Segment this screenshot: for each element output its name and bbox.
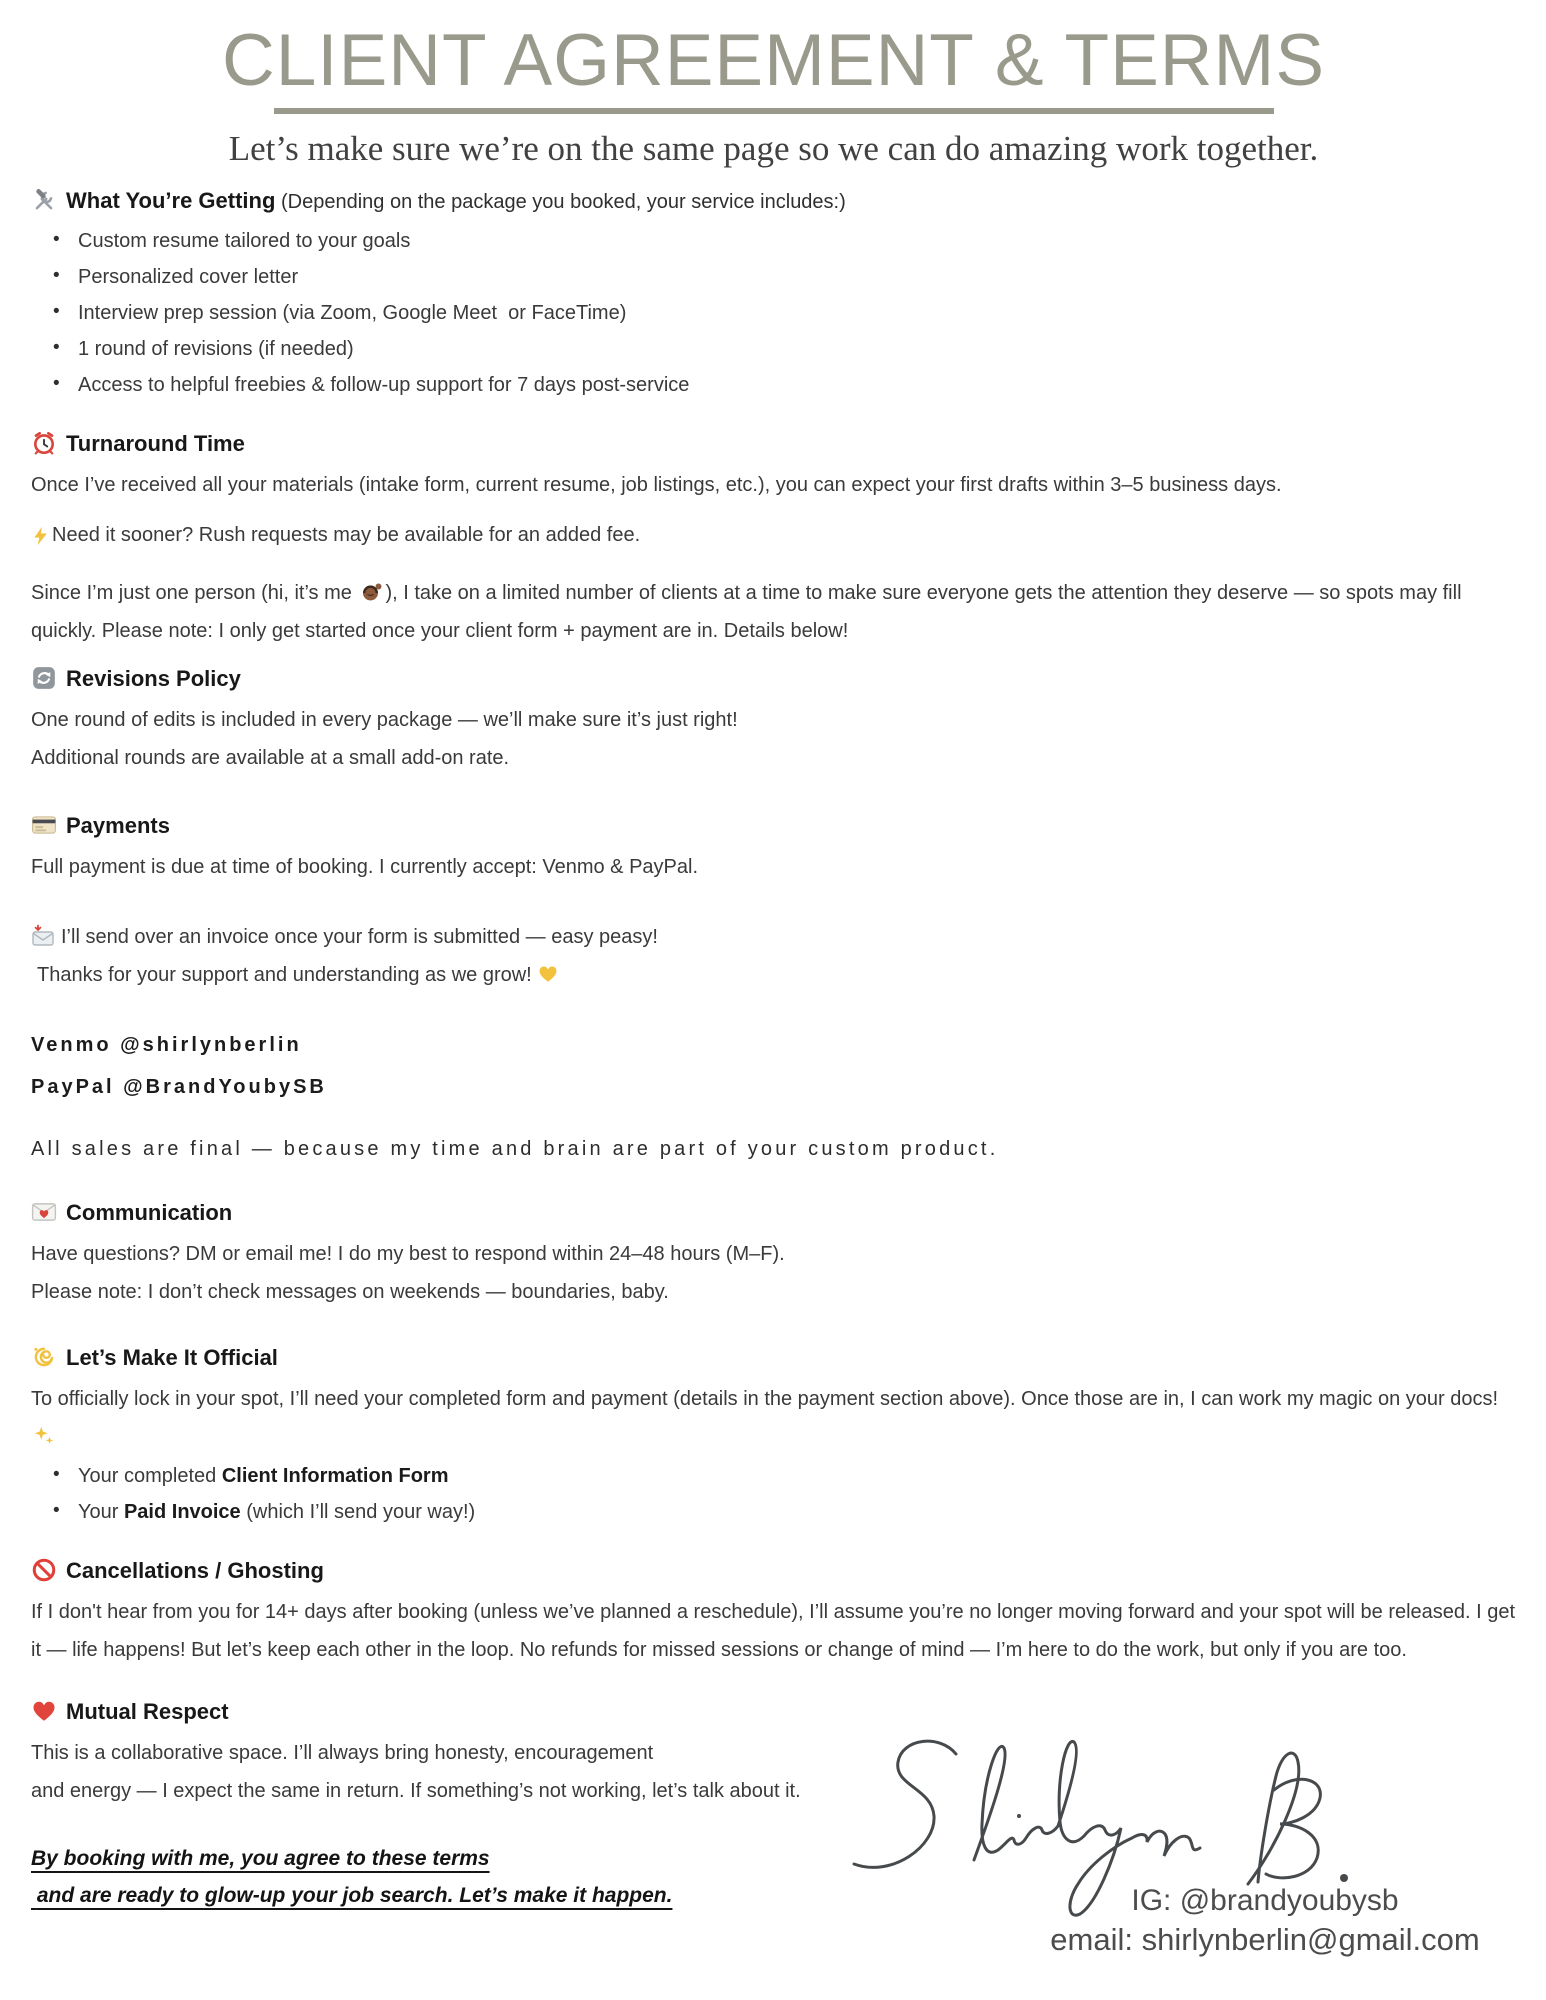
section-heading	[31, 664, 1516, 695]
all-sales-final-note: All sales are final — because my time and brain are part of your custom product.	[31, 1138, 999, 1161]
item-text: (which I’ll send your way!)	[240, 1501, 476, 1524]
title-underline	[274, 108, 1274, 114]
thanks-text: Thanks for your support and understanding as we grow!	[37, 964, 532, 987]
list-item: • 1 round of revisions (if needed)	[31, 331, 1516, 367]
communication-paragraph-1: Have questions? DM or email me! I do my best to respond within 24–48 hours (M–F).	[31, 1243, 785, 1266]
page-title: CLIENT AGREEMENT & TERMS	[221, 20, 1326, 101]
section-title: Mutual Respect	[66, 1699, 229, 1725]
item-bold-text: Client Information Form	[221, 1465, 449, 1488]
section-title: Communication	[66, 1200, 233, 1226]
agreement-line-1: By booking with me, you agree to these terms	[31, 1847, 490, 1871]
section-heading	[31, 1343, 1516, 1374]
raising-hand-icon	[359, 580, 383, 604]
item-text: Your	[78, 1501, 124, 1524]
invoice-text: I’ll send over an invoice once your form is submitted — easy peasy!	[61, 926, 658, 949]
section-lets-make-it-official	[31, 1343, 1516, 1530]
rush-text: Need it sooner? Rush requests may be available for an added fee.	[52, 524, 641, 547]
rush-paragraph	[31, 516, 1516, 554]
credit-card-icon	[31, 812, 57, 838]
thanks-paragraph	[31, 956, 1516, 994]
services-list	[31, 223, 1516, 403]
section-title: Let’s Make It Official	[66, 1345, 278, 1371]
section-title: Turnaround Time	[66, 431, 245, 457]
item-bold-text: Paid Invoice	[123, 1501, 241, 1524]
respect-paragraph-1: This is a collaborative space. I’ll always bring honesty, encouragement	[31, 1742, 654, 1765]
list-item	[31, 1494, 1516, 1530]
incoming-envelope-icon	[31, 924, 55, 948]
communication-paragraph-2: Please note: I don’t check messages on weekends — boundaries, baby.	[31, 1281, 669, 1304]
list-item: • Access to helpful freebies & follow-up support for 7 days post-service	[31, 367, 1516, 403]
item-text: Your completed	[78, 1465, 222, 1488]
solo-text-1: Since I’m just one person (hi, it’s me	[31, 582, 358, 605]
dizzy-icon	[31, 1344, 57, 1370]
section-heading	[31, 1198, 1516, 1229]
prohibited-icon	[31, 1557, 57, 1583]
repeat-icon	[31, 665, 57, 691]
sparkles-icon	[33, 1425, 55, 1447]
section-heading	[31, 1697, 1516, 1728]
section-title-suffix: (Depending on the package you booked, your service includes:)	[275, 191, 846, 214]
instagram-handle: IG: @brandyoubysb	[1131, 1884, 1399, 1917]
section-heading	[31, 1556, 1516, 1587]
section-turnaround-time	[31, 429, 1516, 650]
official-paragraph	[31, 1380, 1516, 1456]
section-title: Revisions Policy	[66, 666, 241, 692]
payment-handles	[31, 1024, 1516, 1108]
invoice-paragraph	[31, 918, 1516, 956]
tools-icon	[31, 187, 57, 213]
love-letter-icon	[31, 1199, 57, 1225]
list-item	[31, 1458, 1516, 1494]
section-communication	[31, 1198, 1516, 1311]
venmo-handle: Venmo @shirlynberlin	[31, 1034, 302, 1057]
respect-paragraph-2: and energy — I expect the same in return. If something’s not working, let’s talk about it.	[31, 1780, 801, 1803]
solo-text-2: ), I take on a limited number of clients at a time to make sure everyone gets the attention they deserve — so spots may fill quickly. Please note: I only get started once your client form + payment are in. Details below!	[31, 582, 1468, 643]
payments-paragraph: Full payment is due at time of booking. I currently accept: Venmo & PayPal.	[31, 856, 699, 879]
section-what-youre-getting	[31, 186, 1516, 403]
section-title: Payments	[66, 813, 170, 839]
paypal-handle: PayPal @BrandYoubySB	[31, 1076, 327, 1099]
yellow-heart-icon	[537, 963, 559, 985]
list-item: • Custom resume tailored to your goals	[31, 223, 1516, 259]
section-heading	[31, 429, 1516, 460]
section-title: Cancellations / Ghosting	[66, 1558, 324, 1584]
cancellations-paragraph: If I don't hear from you for 14+ days after booking (unless we’ve planned a reschedule), I’ll assume you’re no longer moving forward and your spot will be released. I get it — life happens! But let’s keep each other in the loop. No refunds for missed sessions or change of mind — I’m here to do the work, but only if you are too.	[31, 1601, 1521, 1662]
page-subtitle: Let’s make sure we’re on the same page so we can do amazing work together.	[228, 129, 1319, 169]
agreement-line-2: and are ready to glow-up your job search. Let’s make it happen.	[31, 1884, 673, 1908]
section-heading	[31, 811, 1516, 842]
turnaround-paragraph: Once I’ve received all your materials (intake form, current resume, job listings, etc.), you can expect your first drafts within 3–5 business days.	[31, 474, 1282, 497]
list-item: • Interview prep session (via Zoom, Google Meet or FaceTime)	[31, 295, 1516, 331]
lightning-icon	[31, 526, 51, 546]
list-item: • Personalized cover letter	[31, 259, 1516, 295]
red-heart-icon	[31, 1698, 57, 1724]
revisions-paragraph-1: One round of edits is included in every package — we’ll make sure it’s just right!	[31, 709, 738, 732]
section-payments	[31, 811, 1516, 1168]
official-requirements-list	[31, 1458, 1516, 1530]
section-heading	[31, 186, 1516, 217]
solo-paragraph	[31, 574, 1516, 650]
email-address: email: shirlynberlin@gmail.com	[1050, 1922, 1480, 1957]
section-title: What You’re Getting	[66, 188, 276, 214]
official-text: To officially lock in your spot, I’ll need your completed form and payment (details in the payment section above). Once those are in, I can work my magic on your docs!	[31, 1388, 1504, 1411]
section-cancellations-ghosting	[31, 1556, 1521, 1669]
contact-block	[985, 1882, 1545, 1960]
alarm-clock-icon	[31, 430, 57, 456]
revisions-paragraph-2: Additional rounds are available at a small add-on rate.	[31, 747, 510, 770]
section-revisions-policy	[31, 664, 1516, 777]
